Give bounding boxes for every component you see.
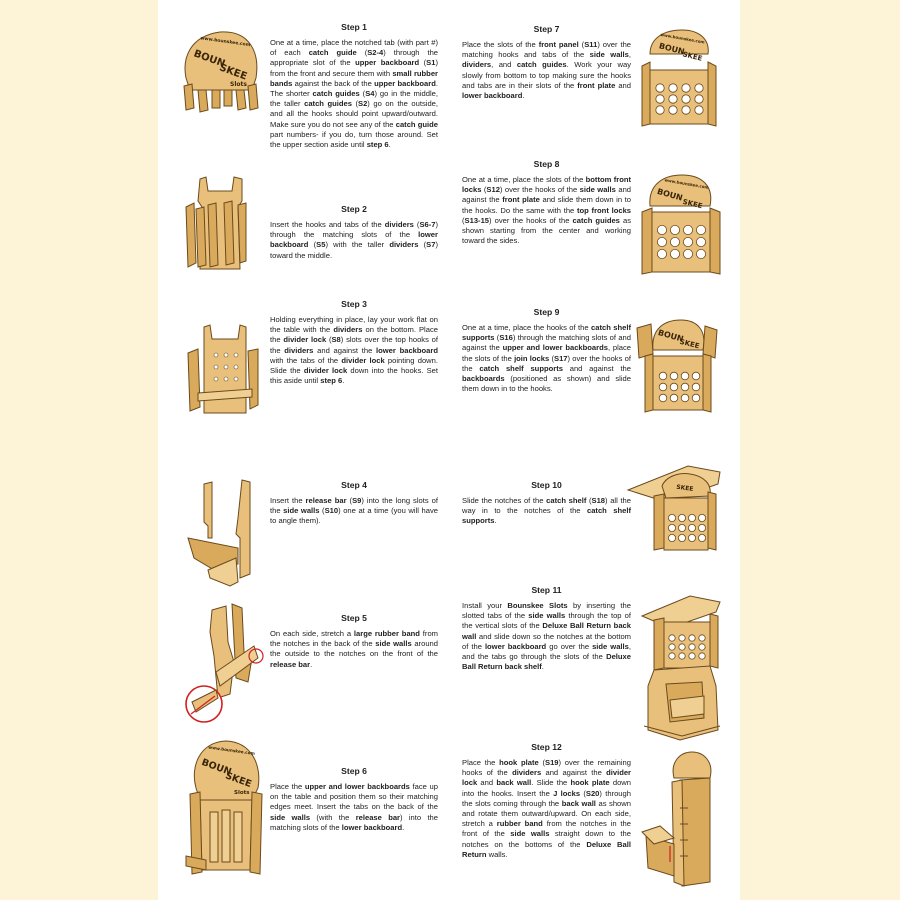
step-text: One at a time, place the slots of the bottom front locks (S12) over the hooks of the side walls and against the front plate and slide them down in to the hooks. Do the same with the top front locks (S13-15) over the hooks of the catch guides as shown starting from the center and working toward the sides. [462,175,632,246]
bold-term: lower backboard [270,230,438,250]
bold-term: upper backboard [374,78,436,88]
bold-term: side walls [589,50,629,60]
bold-term: dividers [389,240,419,250]
ball-hole [692,383,700,391]
bold-term: step 6 [366,140,389,150]
ball-hole [659,383,667,391]
bold-term: front plate [577,80,616,90]
bold-term: large rubber band [353,629,420,638]
bold-term: upper backboard [355,58,420,68]
bold-term: back wall [496,778,532,788]
bold-term: release bar [270,659,311,669]
step-title: Step 11 [531,585,562,595]
ball-hole [670,372,678,380]
bold-term: Deluxe Ball Return [462,839,631,859]
bold-term: side walls [510,829,550,839]
logo-line2: SKEE [217,62,249,83]
bold-term: S7 [426,240,436,250]
ball-hole [679,653,685,659]
bold-term: S17 [554,353,568,363]
bold-term: S13-15 [464,215,490,225]
bold-term: lower backboard [484,641,547,651]
step-8 [462,159,631,246]
bold-term: dividers [512,768,542,778]
step-title: Step 1 [341,22,367,32]
step-3-illustration [182,323,264,419]
logo-line2: SKEE [675,483,694,493]
step-text: Insert the hooks and tabs of the dividers (S6-7) through the matching slots of the lower backboard (S5) with the taller dividers (S7) toward the middle. [270,220,439,260]
step-title: Step 4 [341,480,367,490]
bold-term: S5 [316,240,326,250]
step-7 [462,24,631,101]
ball-hole [692,394,700,402]
bold-term: lower backboard [462,91,523,101]
bold-term: catch guides [572,215,620,225]
ball-hole [682,84,690,92]
step-8-illustration [640,172,722,276]
bold-term: catch guides [312,89,360,99]
ball-hole [678,534,685,541]
step-1-illustration [180,28,262,120]
ball-hole [699,653,705,659]
ball-hole [670,394,678,402]
ball-hole [670,225,679,234]
ball-hole [696,249,705,258]
step-title: Step 8 [533,159,560,169]
ball-hole [699,635,705,641]
step-5-illustration [182,602,266,722]
ball-hole [695,84,703,92]
ball-hole [669,106,677,114]
bold-term: divider lock [283,335,327,345]
bold-term: side walls [592,641,629,651]
ball-hole [681,383,689,391]
bold-term: S12 [486,185,500,195]
step-10-illustration [626,462,722,554]
ball-hole [670,383,678,391]
bold-term: S10 [324,506,339,516]
step-text: Place the upper and lower backboards face up on the table and position them so their matching edges meet. Insert the tabs on the back of the side walls (with the release bar) into the matching slots of the lower backboard. [270,782,438,832]
bold-term: hook plate [499,758,539,767]
ball-hole [659,372,667,380]
step-9-illustration [637,316,719,414]
ball-hole [683,225,692,234]
ball-hole [696,225,705,234]
step-1 [270,22,438,150]
bold-term: bottom front locks [462,175,631,195]
bold-term: dividers [384,220,414,229]
ball-hole [679,635,685,641]
ball-hole [689,635,695,641]
bold-term: step 6 [320,376,343,386]
ball-hole [678,524,685,531]
bold-term: rubber band [496,819,543,829]
bold-term: catch shelf supports [462,323,631,343]
step-5 [270,613,438,670]
bold-term: side walls [579,185,616,195]
bold-term: backboards [462,374,505,384]
logo-line2: SKEE [681,50,704,63]
bold-term: catch guide [395,119,438,129]
bold-term: join locks [514,353,550,363]
bold-term: S9 [352,496,362,505]
step-11 [462,585,631,672]
bold-term: catch guides [304,99,352,109]
logo-line1: BOUN [657,41,686,57]
logo-line2: SKEE [681,197,704,211]
step-text: One at a time, place the notched tab (with part #) of each catch guide (S2-4) through the appropriate slot of the upper backboard (S1) from the front and secure them with small rubber bands against the back of the upper backboard. The shorter catch guides (S4) go in the middle, the taller catch guides (S2) go on the outside, and all the hooks should point upward/outward. Make sure you do not see any of the catch guide part numbers- if you do, turn those around. Set the upper section aside until step 6. [270,38,439,150]
step-6 [270,766,438,833]
step-text: Place the hook plate (S19) over the remaining hooks of the dividers and against the divider lock and back wall. Slide the hook plate down into the hooks. Insert the J locks (S20) through the slots coming through the back wall as shown and rotate them outward/upward. On each side, stretch a rubber band from the notches in the front of the side walls straight down to the notches on the bottoms of the Deluxe Ball Return walls. [462,758,632,859]
step-4 [270,480,438,527]
logo-line2: SKEE [678,337,701,351]
ball-hole [668,534,675,541]
ball-hole [698,524,705,531]
step-text: On each side, stretch a large rubber band from the notches in the back of the side walls around the outside to the notches on the front of the release bar. [270,629,438,669]
bold-term: S2 [358,99,368,109]
bold-term: catch shelf [546,496,587,505]
ball-hole [688,534,695,541]
step-3 [270,299,438,386]
bold-term: side walls [283,506,320,516]
logo-url: www.bounskee.com [208,744,256,757]
bold-term: S11 [584,40,598,49]
bold-term: J locks [553,788,581,798]
ball-hole [695,95,703,103]
logo-url: www.bounskee.com [199,36,251,49]
step-12-illustration [640,748,724,890]
step-title: Step 2 [341,204,367,214]
ball-hole [682,106,690,114]
bold-term: side walls [270,812,311,822]
ball-hole [657,249,666,258]
bold-term: lower backboard [376,345,438,355]
logo-line1: BOUN [656,186,684,203]
ball-hole [682,95,690,103]
step-12 [462,742,631,860]
bold-term: catch guide [308,48,357,58]
step-title: Step 6 [341,766,367,776]
ball-hole [656,95,664,103]
bold-term: release bar [305,496,347,505]
ball-hole [696,237,705,246]
ball-hole [669,635,675,641]
step-2 [270,204,438,261]
step-text: Holding everything in place, lay your work flat on the table with the dividers on the bottom. Place the divider lock (S8) slots over the top hooks of the dividers and against the lower backboard with the tabs of the divider lock pointing down. Slide the divider lock down into the hooks. Set this aside until step 6. [270,315,438,386]
step-4-illustration [184,478,264,588]
bold-term: catch shelf supports [479,363,563,373]
bold-term: Deluxe Ball Return back wall [462,621,631,641]
bold-term: catch guides [516,60,567,70]
bold-term: divider lock [303,366,348,376]
bold-term: S16 [499,333,513,343]
ball-hole [669,84,677,92]
bold-term: S19 [545,758,559,767]
ball-hole [668,514,675,521]
step-7-illustration [638,26,720,130]
bold-term: front plate [502,195,540,205]
ball-hole [657,225,666,234]
bold-term: release bar [355,812,401,822]
step-11-illustration [640,590,724,744]
step-text: Insert the release bar (S9) into the long slots of the side walls (S10) one at a time (you will have to angle them). [270,496,439,526]
ball-hole [683,237,692,246]
ball-hole [692,372,700,380]
ball-hole [683,249,692,258]
ball-hole [695,106,703,114]
bold-term: S6-7 [419,220,436,229]
logo-url: www.bounskee.com [664,177,710,190]
bold-term: Bounskee Slots [507,601,568,610]
ball-hole [688,524,695,531]
bold-term: divider lock [462,768,632,788]
step-title: Step 12 [531,742,562,752]
ball-hole [670,237,679,246]
bold-term: Deluxe Ball Return back shelf [462,652,631,672]
step-10 [462,480,631,527]
step-text: One at a time, place the hooks of the catch shelf supports (S16) through the matching slots of and against the upper and lower backboards, place the slots of the join locks (S17) over the hooks of the catch shelf supports and against the backboards (positioned as shown) and slide them down in to the hooks. [462,323,632,394]
logo-line3: Slots [234,790,250,796]
bold-term: dividers [462,60,492,70]
step-title: Step 9 [533,307,560,317]
ball-hole [656,106,664,114]
logo-line1: BOUN [192,48,227,70]
bold-term: small rubber bands [270,68,438,88]
bold-term: hook plate [570,778,610,788]
step-title: Step 3 [341,299,367,309]
ball-hole [698,514,705,521]
ball-hole [669,644,675,650]
ball-hole [689,644,695,650]
bold-term: back wall [561,798,596,808]
ball-hole [657,237,666,246]
step-2-illustration [180,173,260,273]
bold-term: catch shelf supports [462,506,632,526]
ball-hole [699,644,705,650]
ball-hole [689,653,695,659]
ball-hole [679,644,685,650]
step-title: Step 5 [341,613,367,623]
bold-term: S20 [585,788,600,798]
bold-term: S4 [365,89,375,99]
step-text: Install your Bounskee Slots by inserting the slotted tabs of the side walls through the top of the vertical slots of the Deluxe Ball Return back wall and slide down so the notches at the bottom of the lower backboard go over the side walls, and the tabs go through the slots of the Deluxe Ball Return back shelf. [462,601,632,672]
bold-term: S1 [426,58,436,68]
bold-term: dividers [333,325,363,335]
logo-line3: Slots [230,81,247,88]
bold-term: front panel [538,40,579,49]
step-text: Place the slots of the front panel (S11) over the matching hooks and tabs of the side walls, dividers, and catch guides. Work your way slowly from bottom to top making sure the hooks and tabs are in their slots of the front plate and lower backboard. [462,40,632,101]
step-title: Step 10 [531,480,562,490]
ball-hole [681,394,689,402]
bold-term: upper and lower backboards [304,782,410,791]
bold-term: lower backboard [341,822,403,832]
ball-hole [656,84,664,92]
step-title: Step 7 [533,24,560,34]
bold-term: top front locks [577,205,632,215]
step-6-illustration [186,738,266,878]
ball-hole [678,514,685,521]
bold-term: dividers [284,345,314,355]
bold-term: side walls [528,611,566,621]
bold-term: S18 [591,496,606,505]
logo-line2: SKEE [223,770,254,791]
bold-term: S2-4 [367,48,384,58]
ball-hole [688,514,695,521]
ball-hole [698,534,705,541]
ball-hole [668,524,675,531]
ball-hole [669,95,677,103]
logo-line1: BOUN [199,757,233,778]
logo-url: www.bounskee.com [660,31,706,45]
ball-hole [669,653,675,659]
step-9 [462,307,631,394]
bold-term: upper and lower backboards [502,343,608,353]
step-text: Slide the notches of the catch shelf (S18) all the way in to the notches of the catch shelf supports. [462,496,632,526]
ball-hole [681,372,689,380]
ball-hole [659,394,667,402]
bold-term: divider lock [341,355,385,365]
bold-term: side walls [375,639,412,649]
logo-line1: BOUN [656,327,685,344]
bold-term: S8 [331,335,341,345]
ball-hole [670,249,679,258]
